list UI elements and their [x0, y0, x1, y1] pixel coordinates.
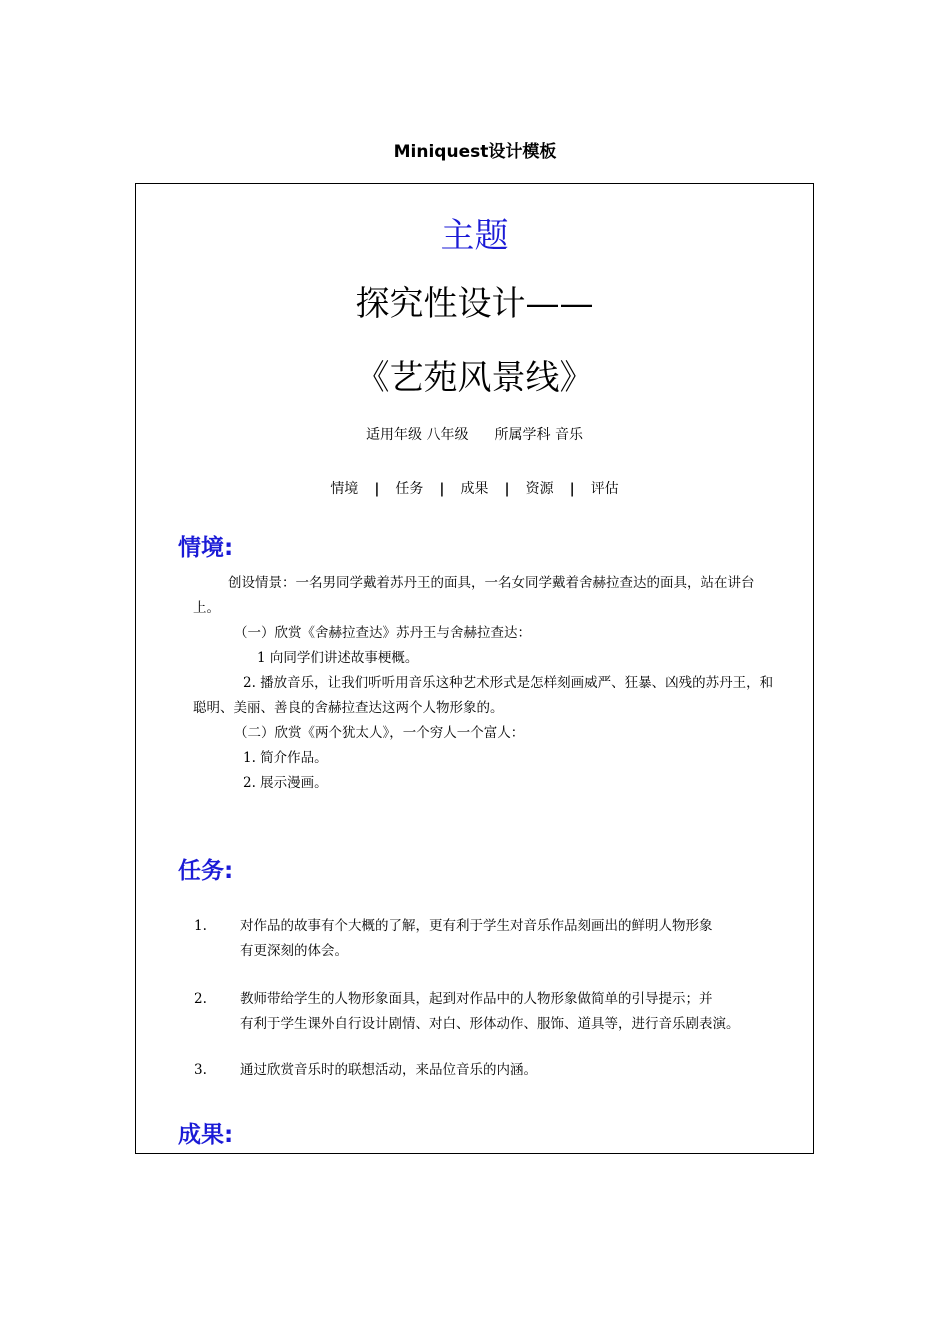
nav-resources[interactable]: 资源 — [525, 481, 554, 497]
subject-label: 所属学科 音乐 — [494, 427, 583, 443]
situation-paragraph-1-cont: 上。 — [193, 600, 220, 616]
nav-separator: | — [504, 481, 510, 497]
results-heading: 成果: — [178, 1122, 234, 1148]
situation-part-1: （一）欣赏《舍赫拉查达》苏丹王与舍赫拉查达： — [234, 625, 531, 641]
tasks-heading: 任务: — [178, 858, 234, 884]
nav-separator: | — [374, 481, 380, 497]
meta-info — [136, 424, 813, 444]
task-number: 1. — [194, 918, 207, 934]
template-frame — [135, 183, 814, 1154]
task-text-cont: 有更深刻的体会。 — [240, 943, 348, 959]
nav-evaluation[interactable]: 评估 — [590, 481, 619, 497]
grade-label: 适用年级 八年级 — [366, 427, 469, 443]
nav-results[interactable]: 成果 — [460, 481, 489, 497]
task-item — [194, 987, 740, 1037]
situation-heading: 情境: — [178, 535, 234, 561]
task-number: 2. — [194, 991, 207, 1007]
task-text: 教师带给学生的人物形象面具，起到对作品中的人物形象做简单的引导提示；并 — [240, 991, 713, 1007]
task-item — [194, 1058, 537, 1083]
nav-situation[interactable]: 情境 — [330, 481, 359, 497]
situation-step-1: 1 向同学们讲述故事梗概。 — [257, 650, 419, 666]
section-nav — [136, 478, 813, 498]
nav-tasks[interactable]: 任务 — [395, 481, 424, 497]
task-number: 3. — [194, 1062, 207, 1078]
situation-step-2: 2. 播放音乐，让我们听听用音乐这种艺术形式是怎样刻画威严、狂暴、凶残的苏丹王，和 — [243, 675, 774, 691]
situation-paragraph-1: 创设情景：一名男同学戴着苏丹王的面具，一名女同学戴着舍赫拉查达的面具，站在讲台 — [228, 575, 755, 591]
situation-step-3: 1. 简介作品。 — [243, 750, 328, 766]
task-item — [194, 914, 713, 964]
task-text: 对作品的故事有个大概的了解，更有利于学生对音乐作品刻画出的鲜明人物形象 — [240, 918, 713, 934]
nav-separator: | — [439, 481, 445, 497]
situation-step-4: 2. 展示漫画。 — [243, 775, 328, 791]
task-text-cont: 有利于学生课外自行设计剧情、对白、形体动作、服饰、道具等，进行音乐剧表演。 — [240, 1016, 740, 1032]
title-line-2: 《艺苑风景线》 — [355, 358, 594, 398]
task-text: 通过欣赏音乐时的联想活动，来品位音乐的内涵。 — [240, 1062, 537, 1078]
situation-step-2-cont: 聪明、美丽、善良的舍赫拉查达这两个人物形象的。 — [193, 700, 504, 716]
title-line-1: 探究性设计—— — [355, 284, 594, 324]
situation-part-2: （二）欣赏《两个犹太人》，一个穷人一个富人： — [234, 725, 525, 741]
nav-separator: | — [569, 481, 575, 497]
document-title: Miniquest设计模板 — [393, 142, 557, 162]
theme-heading: 主题 — [440, 216, 509, 256]
